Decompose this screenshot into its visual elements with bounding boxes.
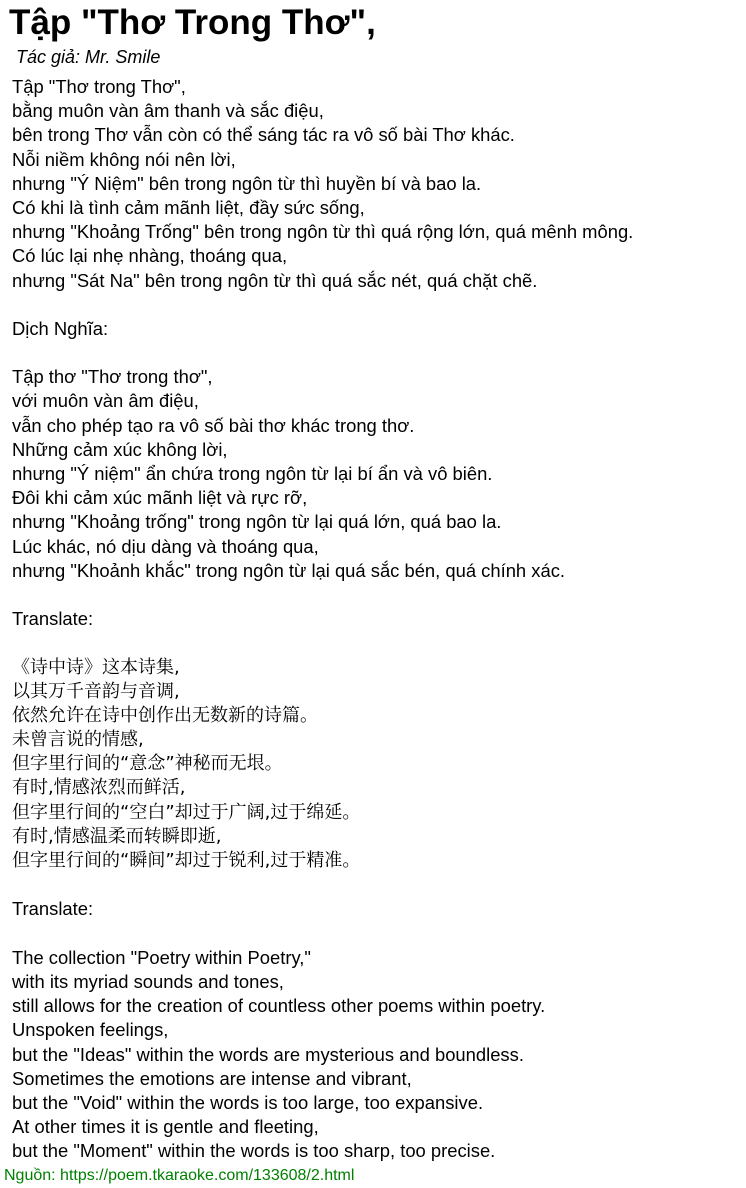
blank-line (12, 341, 742, 365)
poem-line: 但字里行间的“空白”却过于广阔,过于绵延。 (12, 801, 361, 823)
poem-line: Tập thơ "Thơ trong thơ", (12, 366, 213, 388)
poem-line: with its myriad sounds and tones, (12, 970, 284, 992)
poem-line: nhưng "Khoảng trống" trong ngôn từ lại quá lớn, quá bao la. (12, 511, 502, 533)
poem-line: Tập "Thơ trong Thơ", (12, 76, 186, 97)
section-heading: Translate: (12, 608, 94, 630)
poem-line: 《诗中诗》这本诗集, (12, 656, 180, 678)
poem-line: Lúc khác, nó dịu dàng và thoáng qua, (12, 535, 319, 557)
poem-line: nhưng "Sát Na" bên trong ngôn từ thì quá sắc nét, quá chặt chẽ. (12, 269, 538, 291)
poem-line: vẫn cho phép tạo ra vô số bài thơ khác trong thơ. (12, 414, 415, 436)
blank-line (12, 873, 742, 897)
source-link[interactable]: Nguồn: https://poem.tkaraoke.com/133608/2.html (4, 1167, 355, 1184)
poem-body (12, 75, 742, 1163)
poem-line: The collection "Poetry within Poetry," (12, 946, 311, 968)
poem-line: Unspoken feelings, (12, 1019, 169, 1041)
poem-line: At other times it is gentle and fleeting, (12, 1116, 319, 1138)
poem-line: but the "Ideas" within the words are mysterious and boundless. (12, 1043, 524, 1065)
poem-author: Tác giả: Mr. Smile (16, 47, 161, 67)
section-heading: Dịch Nghĩa: (12, 317, 109, 339)
poem-line: Đôi khi cảm xúc mãnh liệt và rực rỡ, (12, 487, 308, 509)
poem-title: Tập "Thơ Trong Thơ", (9, 3, 376, 42)
poem-line: 但字里行间的“意念”神秘而无垠。 (12, 753, 283, 775)
poem-line: 未曾言说的情感, (12, 729, 144, 751)
poem-line: 以其万千音韵与音调, (12, 680, 180, 702)
blank-line (12, 583, 742, 607)
poem-line: nhưng "Khoảng Trống" bên trong ngôn từ thì quá rộng lớn, quá mênh mông. (12, 221, 634, 243)
poem-line: Có lúc lại nhẹ nhàng, thoáng qua, (12, 245, 288, 267)
section-heading: Translate: (12, 898, 94, 920)
poem-line: bằng muôn vàn âm thanh và sắc điệu, (12, 100, 324, 122)
poem-line: bên trong Thơ vẫn còn có thể sáng tác ra vô số bài Thơ khác. (12, 124, 515, 146)
poem-line: but the "Void" within the words is too large, too expansive. (12, 1091, 484, 1113)
poem-line: 有时,情感温柔而转瞬即逝, (12, 825, 222, 847)
blank-line (12, 631, 742, 655)
poem-line: Sometimes the emotions are intense and vibrant, (12, 1067, 412, 1089)
poem-line: Có khi là tình cảm mãnh liệt, đầy sức sống, (12, 196, 365, 218)
poem-line: 依然允许在诗中创作出无数新的诗篇。 (12, 704, 318, 726)
poem-line: but the "Moment" within the words is too sharp, too precise. (12, 1140, 496, 1162)
poem-line: 但字里行间的“瞬间”却过于锐利,过于精准。 (12, 850, 361, 871)
poem-line: nhưng "Ý niệm" ẩn chứa trong ngôn từ lại bí ẩn và vô biên. (12, 463, 493, 484)
blank-line (12, 293, 742, 317)
poem-line: Nỗi niềm không nói nên lời, (12, 148, 236, 170)
blank-line (12, 922, 742, 946)
poem-line: 有时,情感浓烈而鲜活, (12, 777, 186, 799)
poem-line: nhưng "Khoảnh khắc" trong ngôn từ lại quá sắc bén, quá chính xác. (12, 559, 565, 581)
poem-line: Những cảm xúc không lời, (12, 438, 228, 460)
poem-line: still allows for the creation of countless other poems within poetry. (12, 995, 546, 1017)
poem-line: nhưng "Ý Niệm" bên trong ngôn từ thì huyền bí và bao la. (12, 172, 482, 194)
poem-line: với muôn vàn âm điệu, (12, 390, 199, 412)
